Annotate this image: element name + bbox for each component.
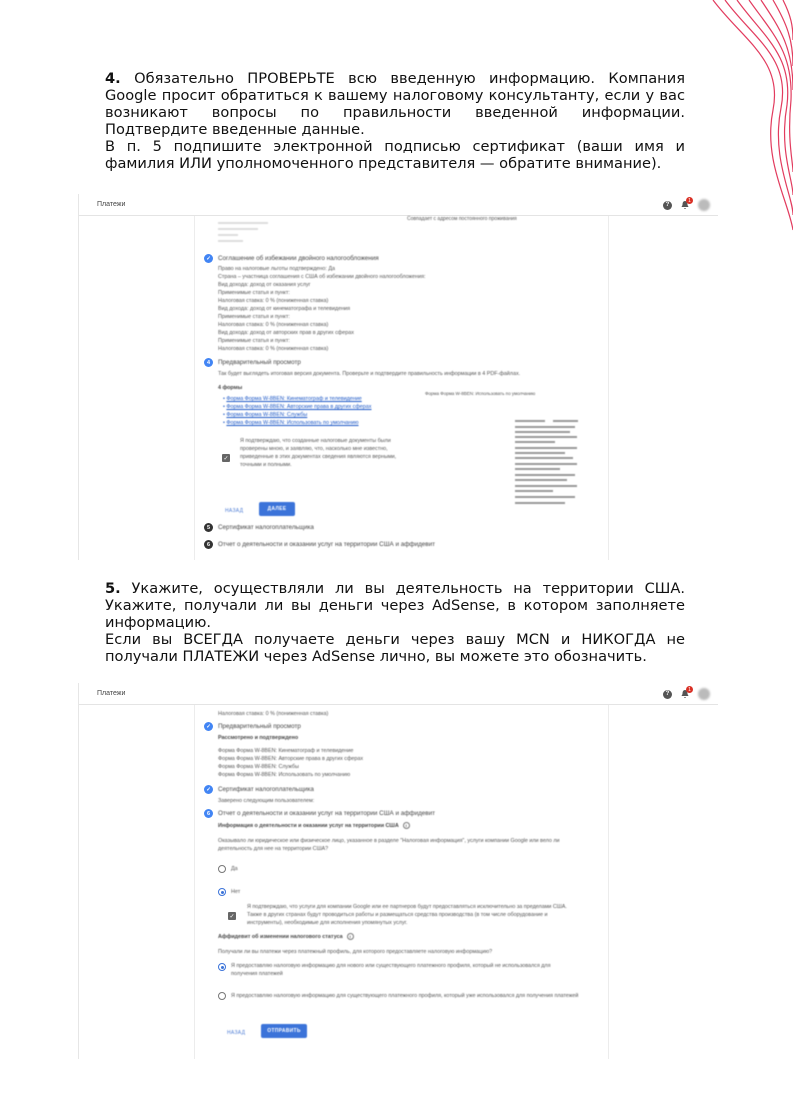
back-button[interactable]: НАЗАД [227,1030,246,1036]
confirm-line: Я подтверждаю, что услуги для компании Google или ее партнеров будут предоставляться исключительно за пределами США. [247,904,567,910]
option-line: Я предоставляю налоговую информацию для нового или существующего платежного профиля, который не использовался для [231,963,551,969]
app-header [79,683,718,705]
adsense-screenshot-activity [78,683,718,1059]
step5-text2: Если вы ВСЕГДА получаете деньги через вашу MCN и НИКОГДА не получали ПЛАТЕЖИ через AdSense лично, вы можете это обозначить. [105,631,685,665]
reviewed-label: Рассмотрено и подтверждено [218,735,299,741]
help-icon[interactable]: ? [663,201,672,210]
avatar[interactable] [698,199,710,211]
form-link[interactable]: Форма Форма W-8BEN: Использовать по умолчанию [226,420,359,426]
step4-number: 4. [105,70,121,87]
step5-instructions [105,580,685,665]
radio-new-profile[interactable] [218,963,226,971]
step5-text: Укажите, осуществляли ли вы деятельность на территории США. Укажите, получали ли вы деньги через AdSense, в котором заполняете информацию. [105,580,685,631]
step4-instructions [105,70,685,172]
question-line: Оказывало ли юридическое или физическое лицо, указанное в разделе "Налоговая информация", услуги компании Google или вело ли [218,838,560,844]
notification-badge: 1 [686,197,693,204]
check-icon: ✓ [204,254,213,263]
treaty-title: Соглашение об избежании двойного налогообложения [218,255,379,262]
treaty-row: Применимые статья и пункт: [218,314,290,320]
rate-row: Налоговая ставка: 0 % (пониженная ставка) [218,711,329,717]
treaty-row: Применимые статья и пункт: [218,338,290,344]
back-button[interactable]: НАЗАД [225,508,244,514]
blurred-address-block [218,220,278,250]
radio-existing-profile[interactable] [218,992,226,1000]
affidavit-label-text: Аффидевит об изменении налогового статуса [218,933,343,940]
check-icon: ✓ [204,785,213,794]
confirm-checkbox[interactable]: ✓ [223,455,229,462]
radio-no[interactable] [218,888,226,896]
form-link[interactable]: Форма Форма W-8BEN: Авторские права в других сферах [226,404,372,410]
treaty-row: Налоговая ставка: 0 % (пониженная ставка) [218,322,329,328]
activity-label-text: Информация о деятельности и оказании услуг на территории США [218,822,399,829]
affidavit-label [218,933,354,941]
notification-badge: 1 [686,686,693,693]
step-number: 5 [204,523,213,532]
treaty-row: Вид дохода: доход от кинематографа и телевидения [218,306,351,312]
info-icon[interactable]: i [347,933,354,940]
treaty-row: Налоговая ставка: 0 % (пониженная ставка) [218,346,329,352]
confirm-line: инструменты), необходимые для исполнения упомянутых услуг. [247,920,408,926]
option-line: получения платежей [231,971,283,977]
activity-label [218,822,410,830]
app-header [79,194,718,216]
avatar[interactable] [698,688,710,700]
forms-label: 4 формы [218,385,243,391]
adsense-screenshot-preview [78,194,718,560]
preview-title: Предварительный просмотр [218,359,301,366]
confirm-line: проверены мною, и заявляю, что, насколько мне известно, [240,446,388,452]
step4-text2: В п. 5 подпишите электронной подписью сертификат (ваши имя и фамилия ИЛИ уполномоченного представителя — обратите внимание). [105,138,685,172]
radio-yes-label: Да [231,866,238,872]
step-number: 4 [204,358,213,367]
form-link[interactable]: Форма Форма W-8BEN: Кинематограф и телевидение [226,396,362,402]
thumb-caption: Форма Форма W-8BEN: Использовать по умолчанию [425,391,536,396]
tax-form-card [194,705,609,1059]
notifications-bell-icon[interactable] [680,686,691,699]
reviewed-form: Форма Форма W-8BEN: Авторские права в других сферах [218,756,364,762]
submit-button[interactable]: ОТПРАВИТЬ [261,1024,307,1038]
step-number: 6 [204,540,213,549]
radio-no-label: Нет [231,889,241,895]
notifications-bell-icon[interactable] [680,197,691,210]
treaty-row: Вид дохода: доход от авторских прав в других сферах [218,330,354,336]
next-button[interactable]: ДАЛЕЕ [259,502,295,516]
treaty-row: Вид дохода: доход от оказания услуг [218,282,311,288]
tax-form-card [194,216,609,560]
treaty-row: Налоговая ставка: 0 % (пониженная ставка) [218,298,329,304]
confirm-line: Также в других странах будут проводиться работы и размещаться средства производства (в том числе оборудование и [247,912,548,918]
help-icon[interactable]: ? [663,690,672,699]
address-match-text: Совпадает с адресом постоянного проживания [407,216,517,222]
check-icon: ✓ [204,722,213,731]
step4-text: Обязательно ПРОВЕРЬТЕ всю введенную информацию. Компания Google просит обратиться к вашему налоговому консультанту, если у вас возникают вопросы по правильности введенной информации. Подтвердите введенные данные. [105,70,685,138]
treaty-row: Страна – участница соглашения с США об избежании двойного налогообложения: [218,274,426,280]
step5-number: 5. [105,580,121,597]
step6-title: Отчет о деятельности и оказании услуг на территории США и аффидевит [218,810,436,817]
confirm-line: приведенные в этих документах сведения являются верными, [240,454,397,460]
app-title: Платежи [97,201,126,208]
confirm-line: Я подтверждаю, что созданные налоговые документы были [240,438,391,444]
confirm-checkbox[interactable]: ✓ [229,913,235,920]
reviewed-form: Форма Форма W-8BEN: Использовать по умолчанию [218,772,351,778]
pdf-preview-thumbnail[interactable] [513,414,583,509]
step5-title[interactable]: Сертификат налогоплательщика [218,524,314,531]
radio-yes[interactable] [218,865,226,873]
reviewed-form: Форма Форма W-8BEN: Кинематограф и телевидение [218,748,354,754]
step-number: 6 [204,809,213,818]
app-title: Платежи [97,690,126,697]
radio-existing-profile-label: Я предоставляю налоговую информацию для существующего платежного профиля, который уже использовался для получения платежей [231,993,579,999]
question-line: деятельность для нее на территории США? [218,846,329,852]
preview-desc: Так будет выглядеть итоговая версия документа. Проверьте и подтвердите правильность информации в 4 PDF-файлах. [218,371,521,377]
step6-title[interactable]: Отчет о деятельности и оказании услуг на территории США и аффидевит [218,541,436,548]
form-link[interactable]: Форма Форма W-8BEN: Службы [226,412,308,418]
reviewed-form: Форма Форма W-8BEN: Службы [218,764,299,770]
confirm-line: точными и полными. [240,462,292,468]
cert-title: Сертификат налогоплательщика [218,786,314,793]
cert-row: Заверено следующим пользователем: [218,798,315,804]
affidavit-question: Получали ли вы платежи через платежный профиль, для которого предоставляете налоговую информацию? [218,949,493,955]
treaty-row: Право на налоговые льготы подтверждено: Да [218,266,336,272]
preview-title: Предварительный просмотр [218,723,301,730]
treaty-row: Применимые статья и пункт: [218,290,290,296]
info-icon[interactable]: i [403,822,410,829]
